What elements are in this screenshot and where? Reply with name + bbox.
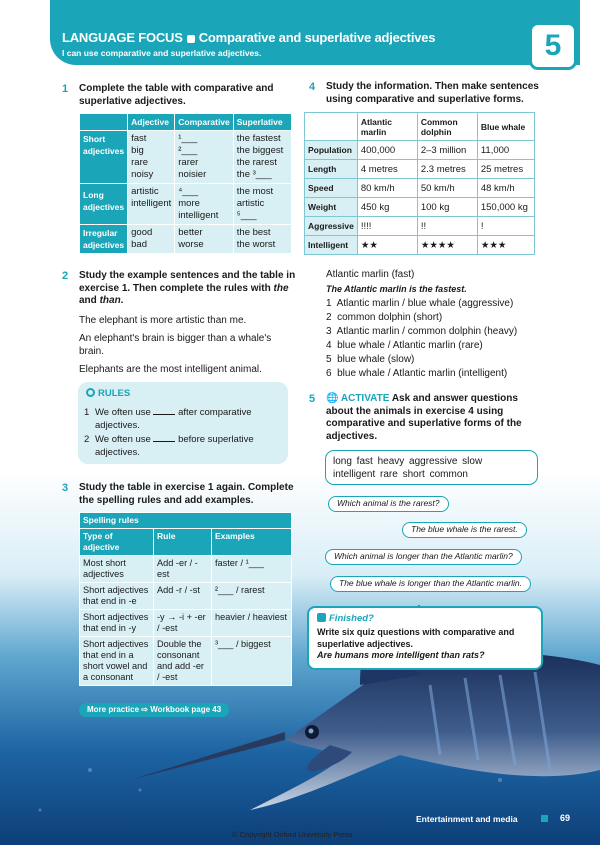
list-item: 1 Atlantic marlin / blue whale (aggressive) — [326, 298, 514, 309]
exercise-4-number: 4 — [309, 81, 316, 93]
section-name: Entertainment and media — [416, 814, 518, 824]
page-subtitle: I can use comparative and superlative adjectives. — [62, 48, 262, 58]
exercise-5-number: 5 — [309, 393, 316, 405]
table-row: Aggressive !!!! !! ! — [305, 217, 535, 236]
exercise-3-number: 3 — [62, 482, 69, 494]
finished-box: Finished? Write six quiz questions with comparative and superlative adjectives. Are humans more intelligent than rats? — [307, 606, 543, 670]
answer-blank[interactable] — [153, 433, 175, 442]
table-row: Speed 80 km/h 50 km/h 48 km/h — [305, 179, 535, 198]
speech-bubble: Which animal is the rarest? — [328, 496, 449, 512]
table-row: Long adjectives artistic intelligent ⁴___ more intelligent the most artistic ⁵___ — [80, 184, 292, 225]
table-row: Irregular adjectives good bad better worse the best the worst — [80, 225, 292, 254]
table-row: Intelligent ★★ ★★★★ ★★★ — [305, 236, 535, 255]
example-answer: The Atlantic marlin is the fastest. — [326, 284, 467, 294]
table-row: Population 400,000 2–3 million 11,000 — [305, 141, 535, 160]
adjectives-table: Adjective Comparative Superlative Short adjectives fast big rare noisy ¹___ ²___ rarer noisier the fastest the biggest the rarest the ³___ Long adjectives artistic intelligent ⁴___ more intelligent the most artistic ⁵___ Irregular adjectives good bad better worse the best the worst — [79, 113, 292, 254]
animal-info-table: Atlantic marlin Common dolphin Blue whale Population 400,000 2–3 million 11,000 Length 4 metres 2.3 metres 25 metres Speed 80 km/h 50 km/h 48 km/h Weight 450 kg 100 kg 150,000 kg Aggressive !!!! !! ! Intelligent ★★ ★★★★ ★★★ — [304, 112, 535, 255]
footer-square-icon — [541, 815, 548, 822]
more-practice-link[interactable]: More practice ⇨ Workbook page 43 — [79, 703, 229, 717]
exercise-5-instruction: 🌐 ACTIVATE Ask and answer questions about the animals in exercise 4 using comparative and superlative forms of the adjectives. — [326, 393, 522, 442]
table-row: Short adjectives fast big rare noisy ¹___ ²___ rarer noisier the fastest the biggest the rarest the ³___ — [80, 131, 292, 184]
speech-bubble: The blue whale is the rarest. — [402, 522, 527, 538]
exercise-4-instruction: Study the information. Then make sentences using comparative and superlative forms. — [326, 81, 539, 105]
exercise-2-instruction: Study the example sentences and the table in exercise 1. Then complete the rules with the and than. — [79, 270, 296, 306]
page-number: 69 — [560, 813, 571, 823]
square-icon — [187, 35, 195, 43]
table-row: Short adjectives that end in -e Add -r / -st ²___ / rarest — [80, 583, 292, 610]
list-item: 3 Atlantic marlin / common dolphin (heavy) — [326, 326, 518, 337]
speech-bubble: The blue whale is longer than the Atlantic marlin. — [330, 576, 531, 592]
copyright: © Copyright Oxford University Press — [232, 830, 353, 839]
page-title: LANGUAGE FOCUS Comparative and superlative adjectives — [62, 30, 436, 45]
table-row: Short adjectives that end in -y -y → -i + -er / -est heavier / heaviest — [80, 610, 292, 637]
list-item: 4 blue whale / Atlantic marlin (rare) — [326, 340, 483, 351]
table-row: Short adjectives that end in a short vowel and a consonant Double the consonant and add -er / -est ³___ / biggest — [80, 637, 292, 686]
list-item: 2 common dolphin (short) — [326, 312, 443, 323]
table-row: Most short adjectives Add -er / -est faster / ¹___ — [80, 556, 292, 583]
word-box: long fast heavy aggressive slow intelligent rare short common — [325, 450, 538, 485]
rule-item: 1 We often use after comparative adjectives. — [84, 407, 252, 431]
rule-item: 2 We often use before superlative adjectives. — [84, 434, 254, 458]
exercise-3-instruction: Study the table in exercise 1 again. Complete the spelling rules and add examples. — [79, 482, 294, 506]
example-sentence: An elephant's brain is bigger than a whale's brain. — [79, 333, 272, 357]
example-prompt: Atlantic marlin (fast) — [326, 269, 415, 280]
example-sentence: The elephant is more artistic than me. — [79, 315, 247, 326]
example-sentence: Elephants are the most intelligent animal. — [79, 364, 262, 375]
table-row: Weight 450 kg 100 kg 150,000 kg — [305, 198, 535, 217]
speech-bubble: Which animal is longer than the Atlantic marlin? — [325, 549, 522, 565]
rules-box: RULES 1 We often use after comparative adjectives. 2 We often use before superlative adjectives. — [78, 382, 288, 464]
header — [0, 0, 600, 70]
unit-number: 5 — [529, 22, 577, 70]
table-row: Length 4 metres 2.3 metres 25 metres — [305, 160, 535, 179]
spelling-rules-table: Spelling rules Type of adjective Rule Examples Most short adjectives Add -er / -est faster / ¹___ Short adjectives that end in -e Add -r / -st ²___ / rarest Short adjectives that end in -y -y → -i + -er / -est heavier / heaviest Short adjectives that end in a short vowel and a consonant Double the consonant and add -er / -est ³___ / biggest — [79, 512, 292, 686]
finished-icon — [317, 613, 326, 622]
rules-icon — [86, 388, 95, 397]
exercise-1-number: 1 — [62, 83, 69, 95]
arrow-right-icon: ⇨ — [141, 705, 148, 714]
list-item: 6 blue whale / Atlantic marlin (intelligent) — [326, 368, 508, 379]
exercise-2-number: 2 — [62, 270, 69, 282]
list-item: 5 blue whale (slow) — [326, 354, 415, 365]
exercise-1-instruction: Complete the table with comparative and superlative adjectives. — [79, 83, 274, 107]
answer-blank[interactable] — [153, 406, 175, 415]
globe-icon: 🌐 — [326, 393, 339, 404]
